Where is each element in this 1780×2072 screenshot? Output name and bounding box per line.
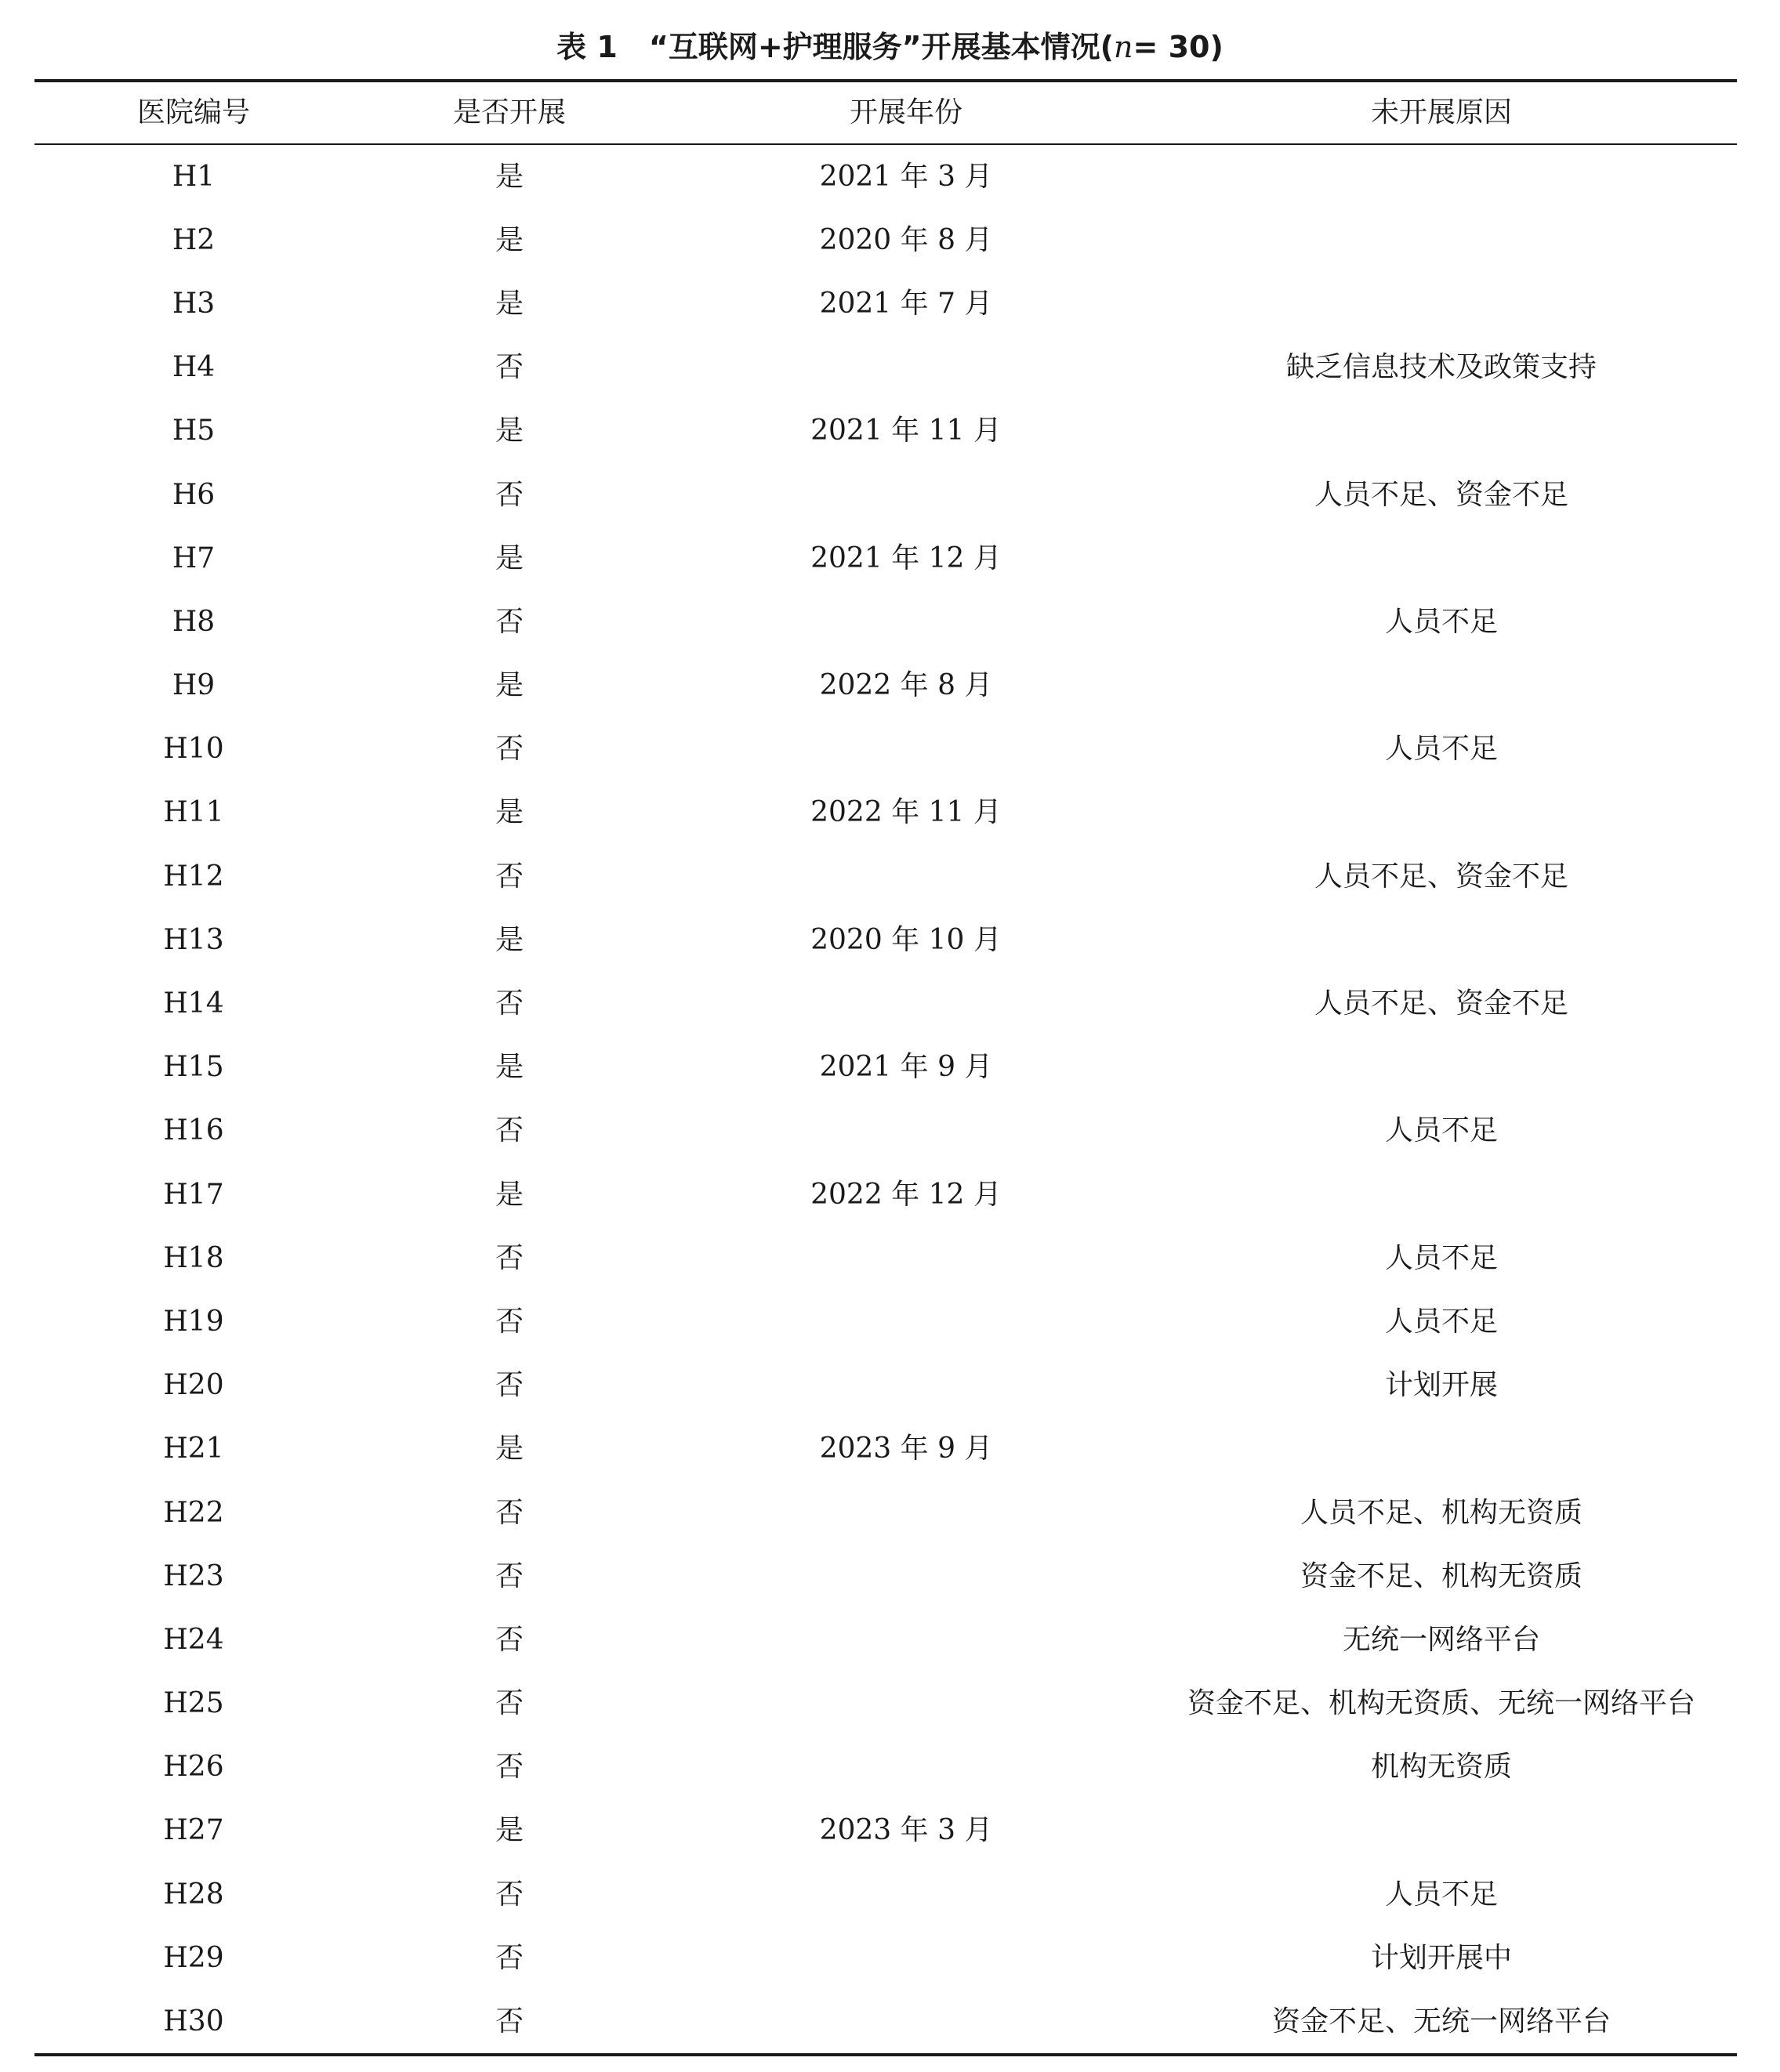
table-caption bbox=[0, 22, 1780, 72]
table-title-prefix: “互联网+护理服务”开展基本情况( bbox=[648, 30, 1115, 64]
table-row bbox=[34, 908, 1737, 972]
cell-hospital-id: H30 bbox=[163, 2005, 224, 2038]
cell-launched: 否 bbox=[495, 351, 524, 384]
table-row bbox=[34, 1863, 1737, 1926]
cell-reason: 人员不足 bbox=[1384, 605, 1498, 638]
header-reason: 未开展原因 bbox=[1370, 96, 1512, 129]
cell-hospital-id: H12 bbox=[163, 860, 224, 893]
cell-hospital-id: H18 bbox=[163, 1241, 224, 1274]
cell-hospital-id: H20 bbox=[163, 1369, 224, 1402]
cell-launched: 否 bbox=[495, 605, 524, 638]
table-row bbox=[34, 400, 1737, 463]
cell-launched: 是 bbox=[495, 923, 524, 956]
cell-launch-date: 2023 年 3 月 bbox=[819, 1814, 993, 1847]
table-row bbox=[34, 208, 1737, 272]
table-row bbox=[34, 972, 1737, 1035]
cell-launch-date: 2022 年 8 月 bbox=[819, 669, 993, 702]
cell-hospital-id: H11 bbox=[163, 796, 224, 829]
table-row bbox=[34, 1672, 1737, 1736]
cell-launched: 是 bbox=[495, 415, 524, 447]
table-row bbox=[34, 527, 1737, 590]
cell-hospital-id: H7 bbox=[172, 542, 216, 574]
cell-reason: 人员不足 bbox=[1384, 1114, 1498, 1147]
cell-launched: 否 bbox=[495, 1559, 524, 1592]
table-row bbox=[34, 718, 1737, 781]
sample-size-variable: n bbox=[1114, 30, 1133, 64]
table-row bbox=[34, 654, 1737, 718]
header-hospital-id: 医院编号 bbox=[136, 96, 250, 129]
cell-hospital-id: H28 bbox=[163, 1878, 224, 1911]
cell-launched: 否 bbox=[495, 1496, 524, 1529]
cell-launched: 是 bbox=[495, 223, 524, 256]
table-row bbox=[34, 1036, 1737, 1099]
table-row bbox=[34, 845, 1737, 908]
table-row bbox=[34, 1990, 1737, 2053]
cell-launched: 否 bbox=[495, 987, 524, 1020]
cell-launch-date: 2022 年 12 月 bbox=[810, 1178, 1002, 1211]
cell-launched: 否 bbox=[495, 1687, 524, 1720]
cell-launched: 是 bbox=[495, 1051, 524, 1084]
table-row bbox=[34, 463, 1737, 527]
cell-hospital-id: H26 bbox=[163, 1751, 224, 1784]
cell-hospital-id: H8 bbox=[172, 605, 216, 638]
cell-hospital-id: H29 bbox=[163, 1941, 224, 1974]
cell-hospital-id: H25 bbox=[163, 1687, 224, 1720]
cell-launched: 是 bbox=[495, 542, 524, 574]
cell-hospital-id: H14 bbox=[163, 987, 224, 1020]
cell-hospital-id: H6 bbox=[172, 478, 216, 511]
data-table bbox=[34, 82, 1737, 2038]
table-row bbox=[34, 1608, 1737, 1672]
cell-launched: 否 bbox=[495, 2005, 524, 2038]
cell-hospital-id: H10 bbox=[163, 733, 224, 766]
table-row bbox=[34, 590, 1737, 654]
cell-hospital-id: H23 bbox=[163, 1559, 224, 1592]
cell-launch-date: 2021 年 9 月 bbox=[819, 1051, 993, 1084]
table-row bbox=[34, 145, 1737, 208]
cell-hospital-id: H15 bbox=[163, 1051, 224, 1084]
cell-reason: 缺乏信息技术及政策支持 bbox=[1285, 351, 1597, 384]
table-number: 表 1 bbox=[556, 30, 618, 64]
cell-hospital-id: H19 bbox=[163, 1305, 224, 1338]
cell-hospital-id: H17 bbox=[163, 1178, 224, 1211]
cell-reason: 人员不足 bbox=[1384, 1878, 1498, 1911]
cell-hospital-id: H2 bbox=[172, 223, 216, 256]
cell-launch-date: 2021 年 11 月 bbox=[810, 415, 1002, 447]
table-row bbox=[34, 1290, 1737, 1353]
cell-launched: 否 bbox=[495, 860, 524, 893]
cell-hospital-id: H9 bbox=[172, 669, 216, 702]
table-title-suffix: = 30) bbox=[1133, 30, 1224, 64]
cell-launched: 否 bbox=[495, 1369, 524, 1402]
table-header-row bbox=[34, 82, 1737, 143]
cell-launched: 是 bbox=[495, 1433, 524, 1465]
cell-launch-date: 2020 年 10 月 bbox=[810, 923, 1002, 956]
cell-launched: 否 bbox=[495, 733, 524, 766]
cell-launched: 是 bbox=[495, 1814, 524, 1847]
table-row bbox=[34, 336, 1737, 400]
table-row bbox=[34, 1926, 1737, 1990]
cell-reason: 人员不足、资金不足 bbox=[1314, 478, 1568, 511]
cell-reason: 资金不足、机构无资质、无统一网络平台 bbox=[1187, 1687, 1695, 1720]
cell-hospital-id: H21 bbox=[163, 1433, 224, 1465]
cell-launched: 否 bbox=[495, 1941, 524, 1974]
table-row bbox=[34, 1736, 1737, 1799]
cell-launched: 否 bbox=[495, 1305, 524, 1338]
cell-hospital-id: H24 bbox=[163, 1623, 224, 1656]
cell-launch-date: 2020 年 8 月 bbox=[819, 223, 993, 256]
cell-launch-date: 2021 年 12 月 bbox=[810, 542, 1002, 574]
table-row bbox=[34, 781, 1737, 845]
cell-hospital-id: H3 bbox=[172, 287, 216, 320]
cell-hospital-id: H22 bbox=[163, 1496, 224, 1529]
table-body bbox=[34, 145, 1737, 2054]
cell-launched: 否 bbox=[495, 1878, 524, 1911]
cell-launched: 否 bbox=[495, 478, 524, 511]
cell-hospital-id: H16 bbox=[163, 1114, 224, 1147]
cell-reason: 人员不足 bbox=[1384, 733, 1498, 766]
table-row bbox=[34, 1418, 1737, 1481]
cell-reason: 计划开展 bbox=[1384, 1369, 1498, 1402]
cell-hospital-id: H13 bbox=[163, 923, 224, 956]
cell-reason: 人员不足 bbox=[1384, 1305, 1498, 1338]
cell-reason: 人员不足、资金不足 bbox=[1314, 987, 1568, 1020]
cell-hospital-id: H5 bbox=[172, 415, 216, 447]
cell-reason: 计划开展中 bbox=[1370, 1941, 1512, 1974]
cell-launched: 否 bbox=[495, 1751, 524, 1784]
cell-launch-date: 2021 年 3 月 bbox=[819, 160, 993, 193]
cell-hospital-id: H27 bbox=[163, 1814, 224, 1847]
cell-launched: 否 bbox=[495, 1623, 524, 1656]
cell-launched: 是 bbox=[495, 796, 524, 829]
cell-hospital-id: H4 bbox=[172, 351, 216, 384]
cell-launch-date: 2022 年 11 月 bbox=[810, 796, 1002, 829]
table-row bbox=[34, 1799, 1737, 1863]
table-row bbox=[34, 1545, 1737, 1608]
cell-reason: 资金不足、无统一网络平台 bbox=[1271, 2005, 1611, 2038]
table-row bbox=[34, 1354, 1737, 1418]
table-row bbox=[34, 1163, 1737, 1226]
table-row bbox=[34, 1099, 1737, 1163]
table-row bbox=[34, 1481, 1737, 1545]
cell-launched: 是 bbox=[495, 669, 524, 702]
cell-launch-date: 2021 年 7 月 bbox=[819, 287, 993, 320]
cell-launched: 是 bbox=[495, 287, 524, 320]
cell-launched: 是 bbox=[495, 160, 524, 193]
cell-reason: 人员不足、机构无资质 bbox=[1300, 1496, 1582, 1529]
cell-launched: 否 bbox=[495, 1114, 524, 1147]
cell-reason: 机构无资质 bbox=[1370, 1751, 1512, 1784]
header-launch-date: 开展年份 bbox=[849, 96, 963, 129]
table-row bbox=[34, 1226, 1737, 1290]
cell-launched: 否 bbox=[495, 1241, 524, 1274]
cell-launch-date: 2023 年 9 月 bbox=[819, 1433, 993, 1465]
cell-hospital-id: H1 bbox=[172, 160, 216, 193]
header-launched: 是否开展 bbox=[452, 96, 566, 129]
cell-launched: 是 bbox=[495, 1178, 524, 1211]
cell-reason: 无统一网络平台 bbox=[1342, 1623, 1540, 1656]
table-row bbox=[34, 272, 1737, 335]
cell-reason: 人员不足 bbox=[1384, 1241, 1498, 1274]
cell-reason: 资金不足、机构无资质 bbox=[1300, 1559, 1582, 1592]
cell-reason: 人员不足、资金不足 bbox=[1314, 860, 1568, 893]
